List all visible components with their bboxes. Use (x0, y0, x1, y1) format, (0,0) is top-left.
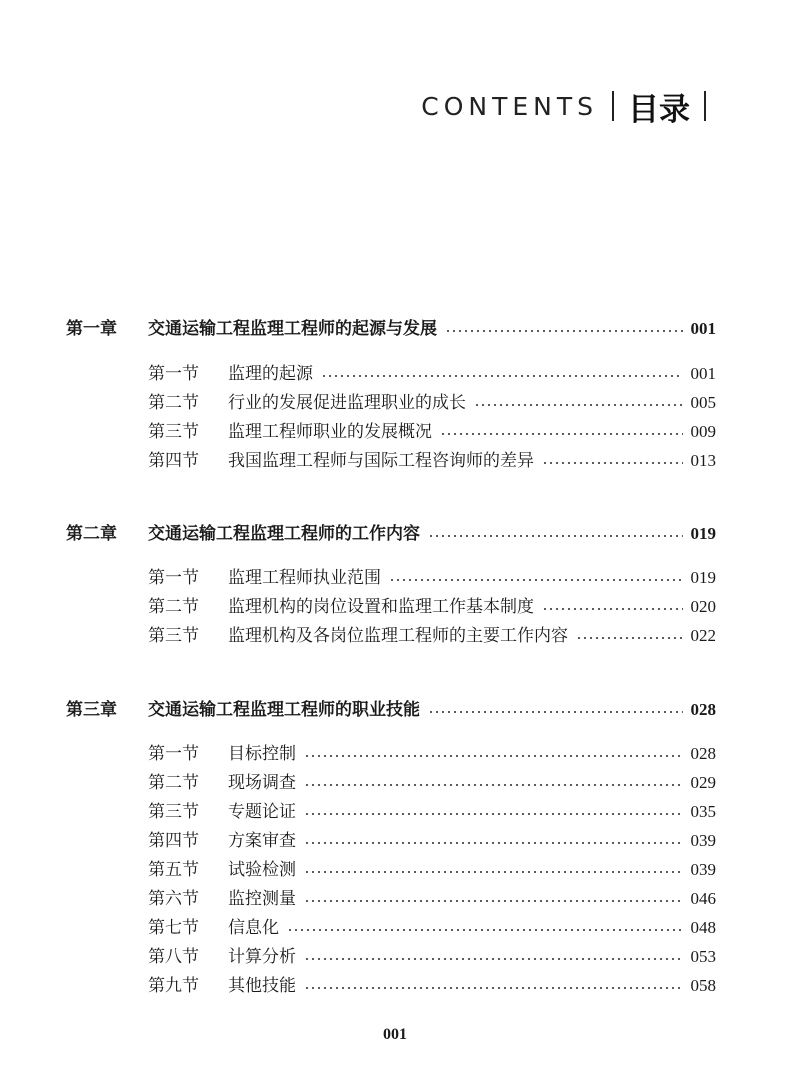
dot-leader (474, 404, 683, 406)
section-label: 第七节 (148, 918, 199, 938)
section-label: 第三节 (148, 422, 199, 442)
page-number-ref: 020 (690, 597, 716, 616)
toc-chapter-entry[interactable] (0, 315, 790, 343)
page-number-ref: 035 (690, 802, 716, 821)
toc-section-entry[interactable] (0, 769, 790, 797)
dot-leader (542, 462, 683, 464)
dot-leader (304, 842, 683, 844)
page-number-ref: 046 (690, 889, 716, 908)
dot-leader (304, 871, 683, 873)
contents-heading-chinese: 目录 (628, 91, 690, 128)
section-title: 监理工程师职业的发展概况 (228, 422, 432, 442)
toc-section-entry[interactable] (0, 885, 790, 913)
dot-leader (440, 433, 683, 435)
toc-section-entry[interactable] (0, 447, 790, 475)
toc-section-entry[interactable] (0, 943, 790, 971)
section-label: 第二节 (148, 597, 199, 617)
section-label: 第一节 (148, 568, 199, 588)
section-label: 第一节 (148, 744, 199, 764)
section-label: 第三节 (148, 802, 199, 822)
section-title: 其他技能 (228, 976, 296, 996)
section-label: 第八节 (148, 947, 199, 967)
dot-leader (304, 784, 683, 786)
page-number: 001 (383, 1026, 407, 1043)
section-title: 信息化 (228, 918, 279, 938)
section-label: 第三节 (148, 626, 199, 646)
chapter-label: 第三章 (66, 700, 117, 720)
toc-section-entry[interactable] (0, 972, 790, 1000)
dot-leader (287, 929, 683, 931)
toc-section-entry[interactable] (0, 418, 790, 446)
dot-leader (542, 608, 683, 610)
toc-section-entry[interactable] (0, 798, 790, 826)
section-title: 监控测量 (228, 889, 296, 909)
chapter-title: 交通运输工程监理工程师的工作内容 (148, 524, 420, 544)
section-title: 试验检测 (228, 860, 296, 880)
page-number-ref: 013 (690, 451, 716, 470)
dot-leader (428, 535, 683, 537)
chapter-label: 第二章 (66, 524, 117, 544)
page-number-ref: 019 (690, 568, 716, 587)
page-number-ref: 001 (690, 364, 716, 383)
page-number-ref: 001 (690, 319, 716, 338)
section-label: 第六节 (148, 889, 199, 909)
section-label: 第一节 (148, 364, 199, 384)
section-label: 第九节 (148, 976, 199, 996)
section-title: 方案审查 (228, 831, 296, 851)
section-title: 监理机构的岗位设置和监理工作基本制度 (228, 597, 534, 617)
dot-leader (304, 900, 683, 902)
section-label: 第二节 (148, 773, 199, 793)
section-label: 第四节 (148, 451, 199, 471)
page-number-ref: 009 (690, 422, 716, 441)
page-number-ref: 053 (690, 947, 716, 966)
dot-leader (304, 987, 683, 989)
section-title: 监理机构及各岗位监理工程师的主要工作内容 (228, 626, 568, 646)
page-number-ref: 039 (690, 831, 716, 850)
dot-leader (428, 711, 683, 713)
toc-section-entry[interactable] (0, 622, 790, 650)
toc-section-entry[interactable] (0, 827, 790, 855)
dot-leader (576, 637, 683, 639)
toc-section-entry[interactable] (0, 564, 790, 592)
section-title: 监理的起源 (228, 364, 313, 384)
page-number-ref: 005 (690, 393, 716, 412)
chapter-title: 交通运输工程监理工程师的职业技能 (148, 700, 420, 720)
section-title: 我国监理工程师与国际工程咨询师的差异 (228, 451, 534, 471)
page-number-ref: 022 (690, 626, 716, 645)
toc-section-entry[interactable] (0, 360, 790, 388)
page-number-ref: 029 (690, 773, 716, 792)
dot-leader (304, 813, 683, 815)
section-title: 监理工程师执业范围 (228, 568, 381, 588)
contents-heading-latin: CONTENTS (421, 91, 598, 121)
section-title: 现场调查 (228, 773, 296, 793)
section-title: 专题论证 (228, 802, 296, 822)
section-title: 计算分析 (228, 947, 296, 967)
toc-section-entry[interactable] (0, 593, 790, 621)
section-label: 第二节 (148, 393, 199, 413)
chapter-title: 交通运输工程监理工程师的起源与发展 (148, 319, 437, 339)
chapter-label: 第一章 (66, 319, 117, 339)
page-number-ref: 039 (690, 860, 716, 879)
dot-leader (445, 330, 683, 332)
page-number-ref: 019 (690, 524, 716, 543)
section-label: 第五节 (148, 860, 199, 880)
section-title: 目标控制 (228, 744, 296, 764)
section-label: 第四节 (148, 831, 199, 851)
toc-section-entry[interactable] (0, 389, 790, 417)
dot-leader (321, 375, 683, 377)
dot-leader (389, 579, 683, 581)
page-number-ref: 058 (690, 976, 716, 995)
page-number-ref: 048 (690, 918, 716, 937)
toc-section-entry[interactable] (0, 740, 790, 768)
section-title: 行业的发展促进监理职业的成长 (228, 393, 466, 413)
dot-leader (304, 958, 683, 960)
page-number-ref: 028 (690, 700, 716, 719)
toc-section-entry[interactable] (0, 914, 790, 942)
toc-chapter-entry[interactable] (0, 520, 790, 548)
dot-leader (304, 755, 683, 757)
toc-chapter-entry[interactable] (0, 696, 790, 724)
toc-section-entry[interactable] (0, 856, 790, 884)
page-number-ref: 028 (690, 744, 716, 763)
